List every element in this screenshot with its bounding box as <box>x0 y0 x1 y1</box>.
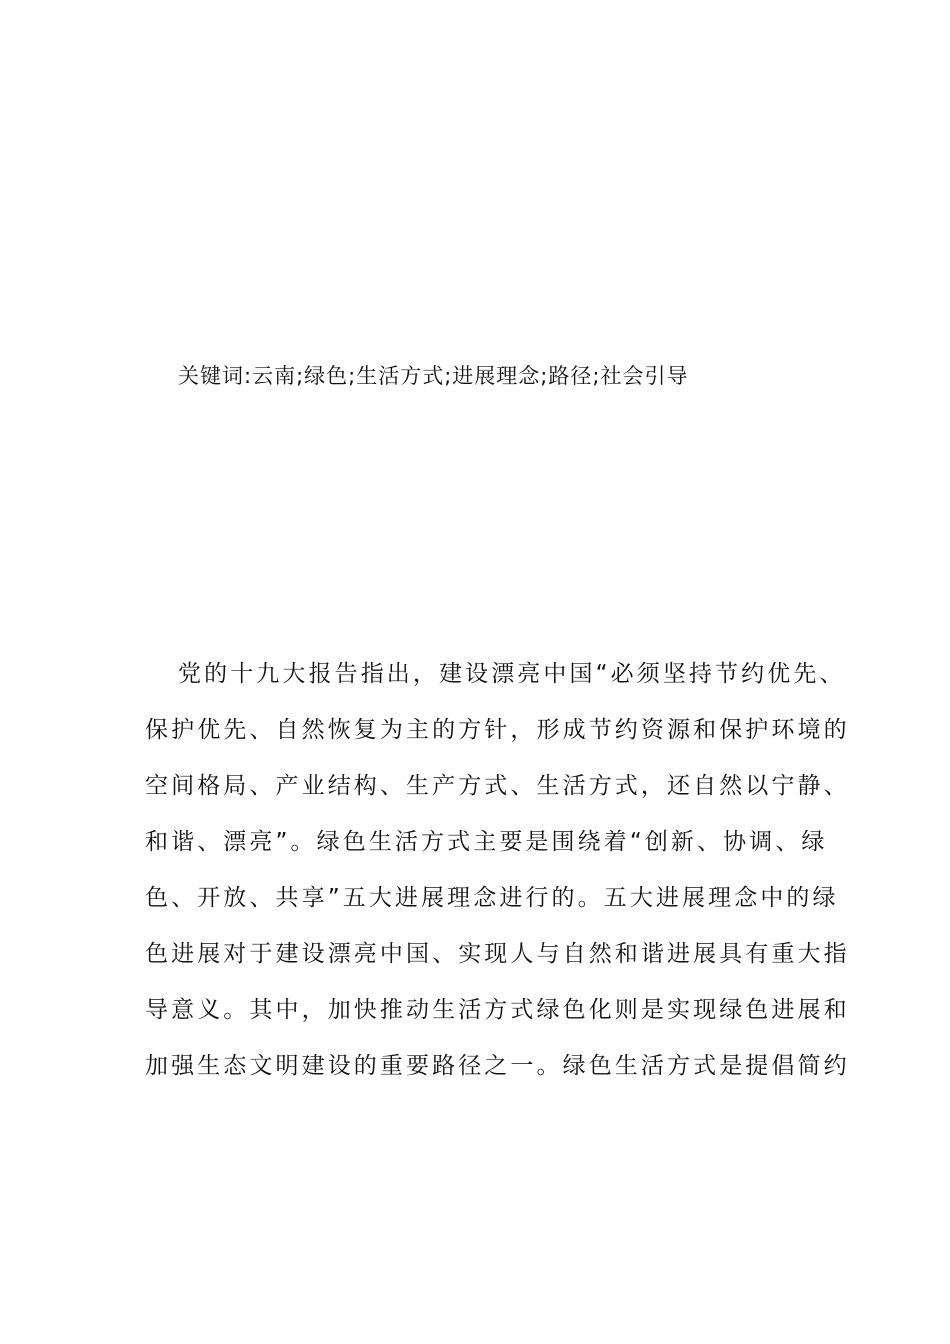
paragraph-line: 色、开放、共享”五大进展理念进行的。五大进展理念中的绿 <box>145 885 839 911</box>
body-paragraph <box>145 660 850 1108</box>
paragraph-line: 和谐、漂亮”。绿色生活方式主要是围绕着“创新、协调、绿 <box>145 829 828 855</box>
paragraph-line: 色进展对于建设漂亮中国、实现人与自然和谐进展具有重大指 <box>145 941 850 967</box>
paragraph-line: 空间格局、产业结构、生产方式、生活方式，还自然以宁静、 <box>145 773 850 799</box>
keywords-line: 关键词:云南;绿色;生活方式;进展理念;路径;社会引导 <box>178 364 689 388</box>
paragraph-line: 保护优先、自然恢复为主的方针，形成节约资源和保护环境的 <box>145 717 850 743</box>
paragraph-line: 党的十九大报告指出，建设漂亮中国“必须坚持节约优先、 <box>178 661 846 687</box>
paragraph-line: 导意义。其中，加快推动生活方式绿色化则是实现绿色进展和 <box>145 997 850 1023</box>
paragraph-line: 加强生态文明建设的重要路径之一。绿色生活方式是提倡简约 <box>145 1053 850 1079</box>
